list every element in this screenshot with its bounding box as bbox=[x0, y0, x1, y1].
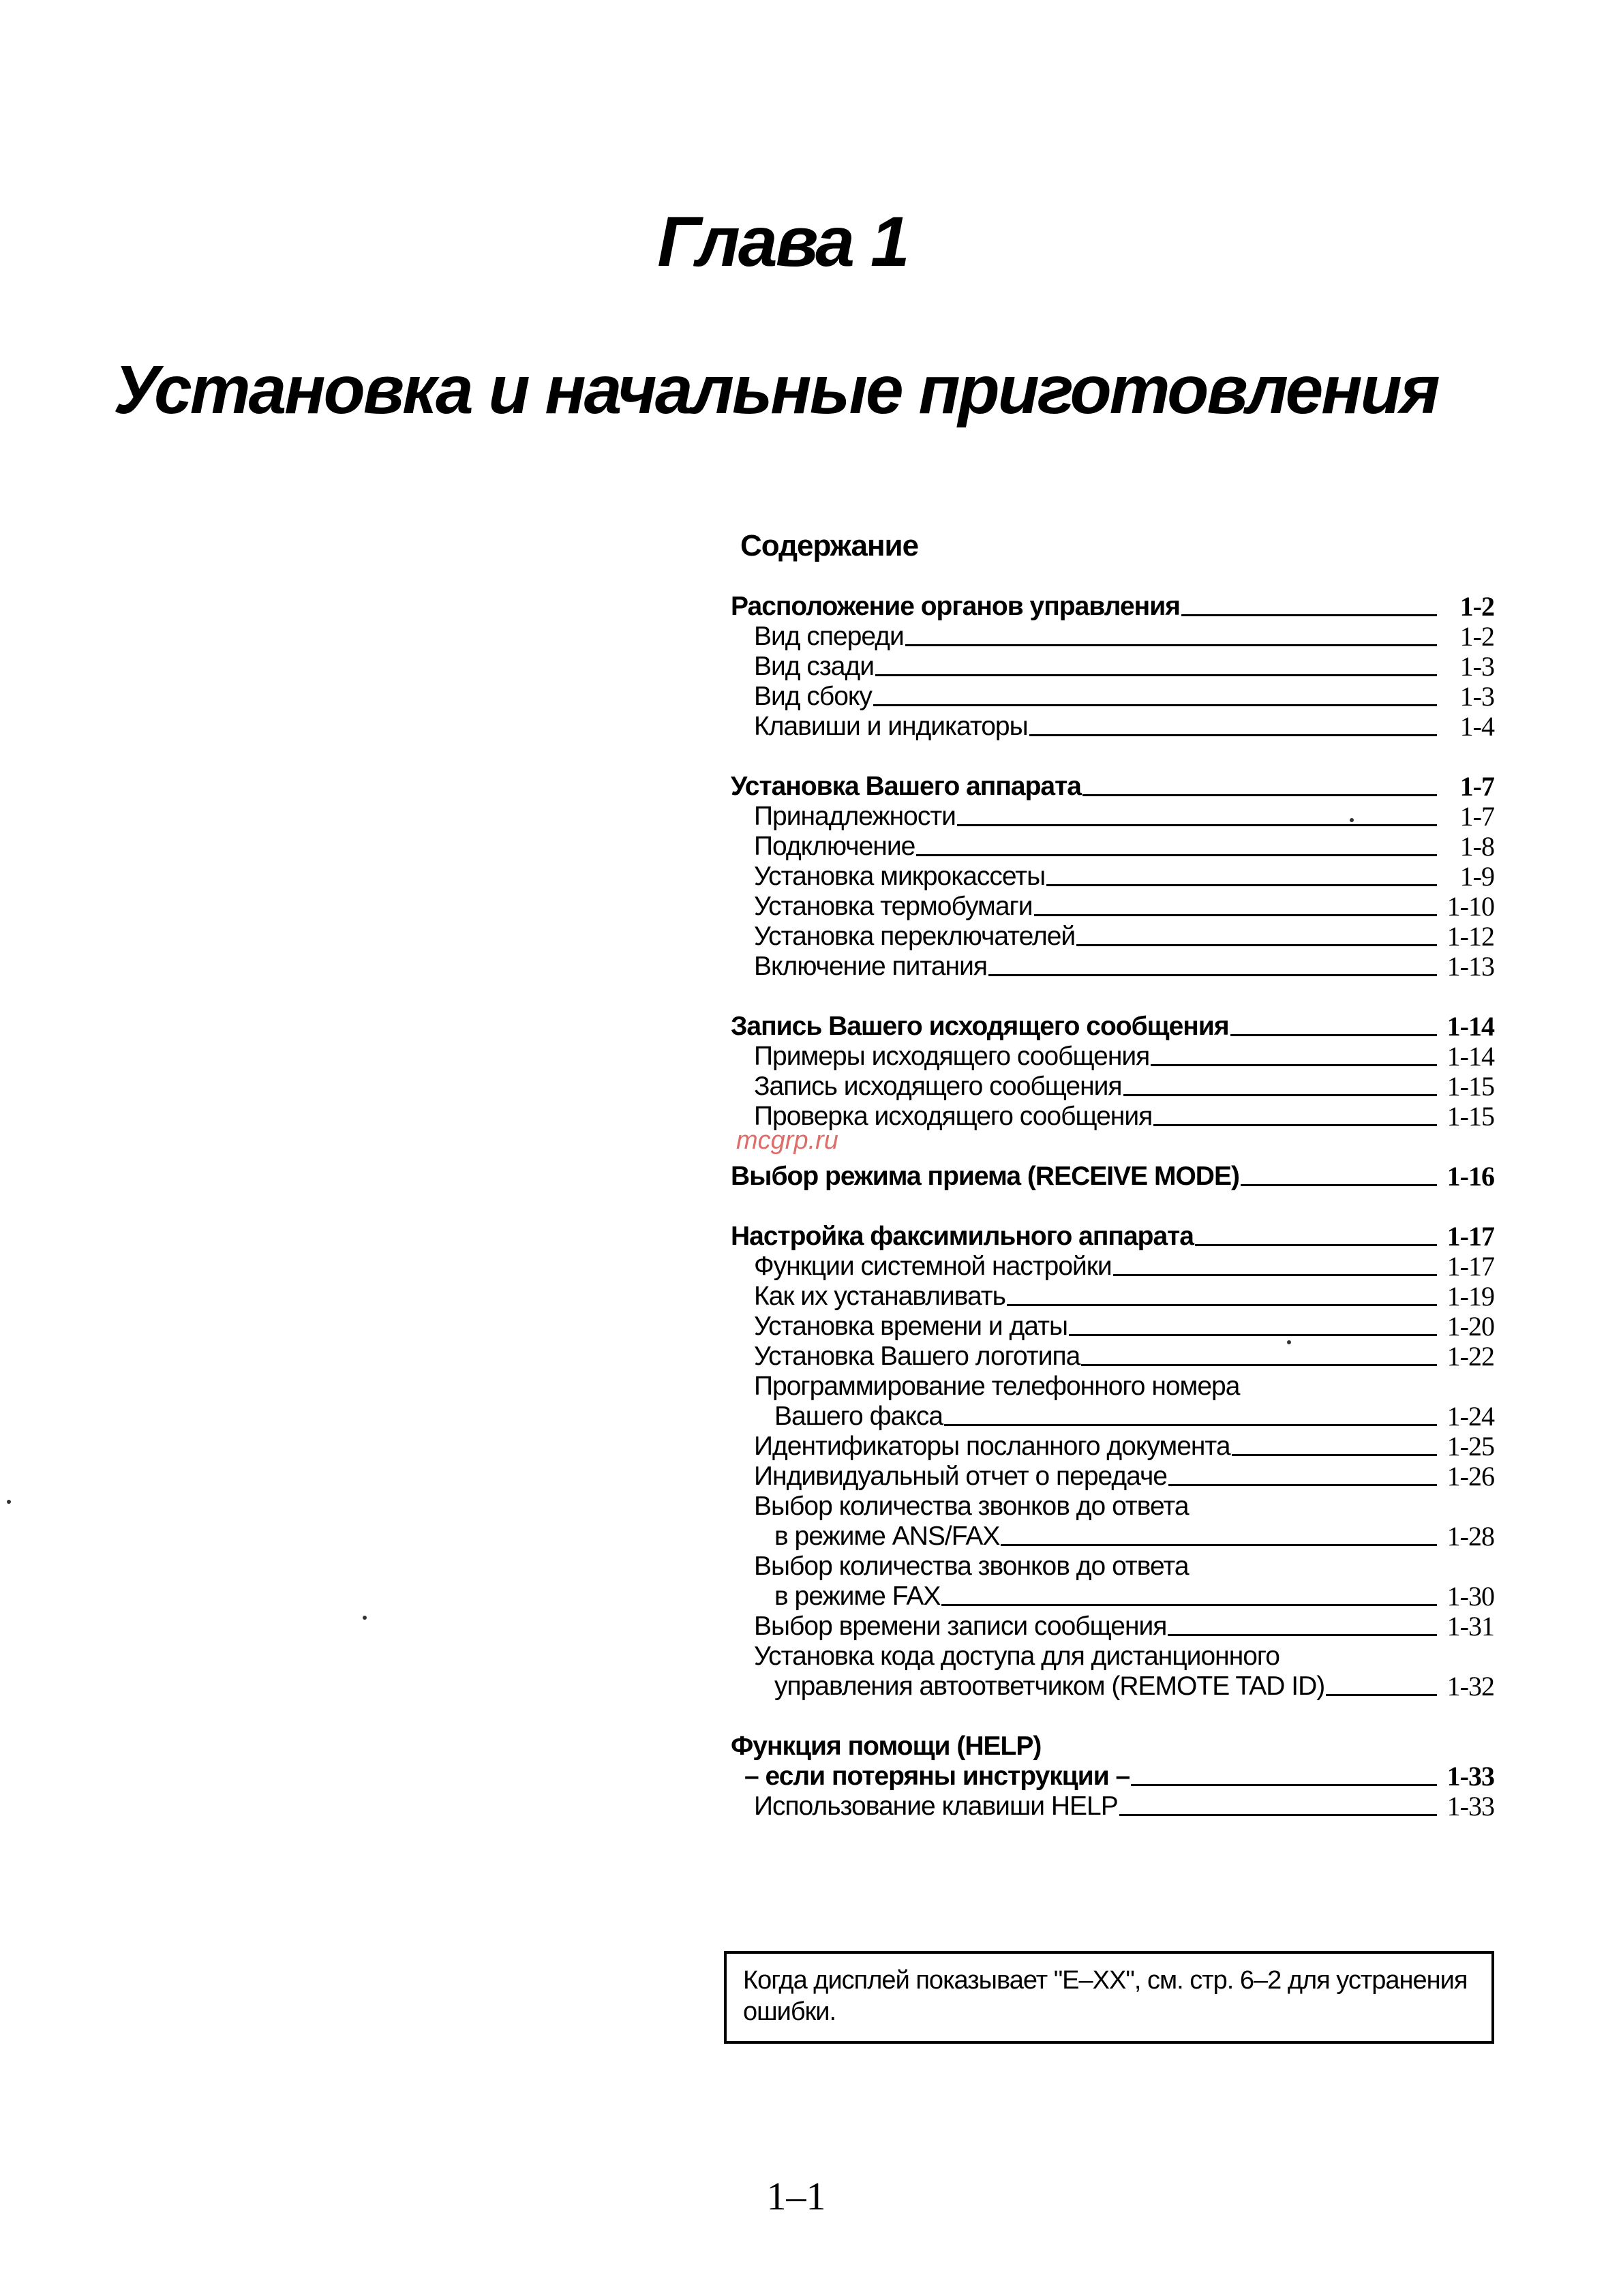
toc-entry-first-line: Программирование телефонного номера bbox=[754, 1372, 1240, 1401]
toc-section bbox=[731, 1222, 1494, 1702]
toc-leader bbox=[1153, 1124, 1437, 1126]
toc-entry-label: Подключение bbox=[754, 832, 915, 861]
toc-page-ref: 1-22 bbox=[1446, 1341, 1494, 1372]
error-note-text: Когда дисплей показывает "E–XX", см. стр. 6–2 для устранения ошибки. bbox=[743, 1966, 1468, 2026]
scan-speck bbox=[363, 1616, 367, 1620]
toc-leader bbox=[1151, 1064, 1437, 1066]
toc-entry[interactable] bbox=[731, 1072, 1494, 1102]
toc-page-ref: 1-26 bbox=[1446, 1461, 1494, 1492]
toc-entry-label: управления автоответчиком (REMOTE TAD ID) bbox=[774, 1672, 1325, 1701]
toc-entry-first-line: Выбор количества звонков до ответа bbox=[754, 1552, 1189, 1581]
toc-entry[interactable] bbox=[731, 652, 1494, 682]
toc-entry-label: в режиме ANS/FAX bbox=[774, 1522, 1000, 1551]
toc-leader bbox=[1046, 884, 1437, 886]
table-of-contents bbox=[731, 592, 1494, 1852]
toc-leader bbox=[1034, 914, 1437, 916]
toc-leader bbox=[1123, 1094, 1437, 1096]
contents-heading: Содержание bbox=[740, 529, 919, 562]
toc-heading-label: Запись Вашего исходящего сообщения bbox=[731, 1012, 1229, 1041]
scan-speck bbox=[7, 1500, 11, 1504]
toc-section bbox=[731, 1732, 1494, 1822]
toc-leader bbox=[941, 1604, 1437, 1606]
toc-entry-label: Вашего факса bbox=[774, 1402, 943, 1431]
toc-entry[interactable] bbox=[731, 1282, 1494, 1312]
toc-section bbox=[731, 1162, 1494, 1192]
page-number: 1–1 bbox=[766, 2174, 826, 2218]
toc-leader bbox=[957, 824, 1437, 826]
toc-entry[interactable] bbox=[731, 802, 1494, 832]
toc-entry-label: Установка Вашего логотипа bbox=[754, 1342, 1080, 1371]
toc-leader bbox=[1181, 614, 1437, 616]
toc-leader bbox=[1168, 1484, 1437, 1486]
toc-page-ref: 1-2 bbox=[1459, 591, 1494, 622]
toc-entry-label: Функции системной настройки bbox=[754, 1252, 1112, 1281]
toc-page-ref: 1-2 bbox=[1459, 621, 1494, 652]
toc-page-ref: 1-30 bbox=[1446, 1581, 1494, 1612]
toc-entry-label: Включение питания bbox=[754, 952, 987, 981]
toc-page-ref: 1-3 bbox=[1459, 651, 1494, 682]
toc-entry[interactable] bbox=[731, 1402, 1494, 1432]
toc-entry-label: Установка микрокассеты bbox=[754, 862, 1046, 891]
toc-leader bbox=[873, 704, 1437, 706]
toc-entry[interactable] bbox=[731, 1462, 1494, 1492]
watermark: mcgrp.ru bbox=[736, 1126, 838, 1155]
toc-heading-label: Выбор режима приема (RECEIVE MODE) bbox=[731, 1162, 1239, 1191]
toc-section-heading[interactable] bbox=[731, 592, 1494, 622]
toc-entry[interactable] bbox=[731, 892, 1494, 922]
toc-section-heading[interactable] bbox=[731, 1162, 1494, 1192]
chapter-title: Глава 1 bbox=[657, 202, 908, 282]
toc-heading-first-line: Функция помощи (HELP) bbox=[731, 1732, 1042, 1761]
toc-entry-label: Принадлежности bbox=[754, 802, 956, 831]
toc-heading-label: Настройка факсимильного аппарата bbox=[731, 1222, 1194, 1251]
toc-entry[interactable] bbox=[731, 1312, 1494, 1342]
toc-entry-label: Как их устанавливать bbox=[754, 1282, 1005, 1311]
toc-section-heading[interactable] bbox=[731, 1012, 1494, 1042]
scan-speck bbox=[1350, 818, 1354, 822]
toc-leader bbox=[916, 854, 1437, 856]
toc-entry[interactable] bbox=[731, 1432, 1494, 1462]
toc-page-ref: 1-7 bbox=[1459, 771, 1494, 802]
toc-page-ref: 1-19 bbox=[1446, 1281, 1494, 1312]
toc-entry-label: Идентификаторы посланного документа bbox=[754, 1432, 1230, 1461]
toc-section-heading[interactable] bbox=[731, 1762, 1494, 1792]
toc-page-ref: 1-28 bbox=[1446, 1521, 1494, 1552]
toc-leader bbox=[944, 1424, 1437, 1426]
toc-entry[interactable] bbox=[731, 1102, 1494, 1132]
toc-entry[interactable] bbox=[731, 1792, 1494, 1822]
toc-leader bbox=[1069, 1334, 1437, 1336]
toc-entry[interactable] bbox=[731, 1582, 1494, 1612]
toc-entry-label: Выбор времени записи сообщения bbox=[754, 1612, 1167, 1641]
toc-section bbox=[731, 592, 1494, 742]
toc-page-ref: 1-33 bbox=[1446, 1791, 1494, 1822]
toc-page-ref: 1-33 bbox=[1446, 1761, 1494, 1792]
toc-entry-label: в режиме FAX bbox=[774, 1582, 941, 1611]
toc-entry[interactable] bbox=[731, 952, 1494, 982]
toc-leader bbox=[1326, 1694, 1437, 1696]
toc-entry[interactable] bbox=[731, 1042, 1494, 1072]
toc-page-ref: 1-4 bbox=[1459, 711, 1494, 742]
toc-leader bbox=[1007, 1304, 1437, 1306]
toc-entry[interactable] bbox=[731, 1252, 1494, 1282]
toc-leader bbox=[988, 974, 1437, 976]
toc-leader bbox=[1241, 1184, 1437, 1186]
toc-entry-label: Примеры исходящего сообщения bbox=[754, 1042, 1150, 1071]
toc-section-heading[interactable] bbox=[731, 1222, 1494, 1252]
toc-page-ref: 1-31 bbox=[1446, 1611, 1494, 1642]
page-title: Установка и начальные приготовления bbox=[113, 352, 1438, 428]
toc-section-heading[interactable] bbox=[731, 772, 1494, 802]
toc-heading-label: – если потеряны инструкции – bbox=[744, 1762, 1130, 1791]
toc-page-ref: 1-15 bbox=[1446, 1071, 1494, 1102]
toc-leader bbox=[1168, 1634, 1437, 1636]
toc-page-ref: 1-13 bbox=[1446, 951, 1494, 982]
toc-page-ref: 1-17 bbox=[1446, 1251, 1494, 1282]
toc-entry-label: Вид сбоку bbox=[754, 682, 872, 711]
toc-entry[interactable] bbox=[731, 1342, 1494, 1372]
toc-entry[interactable] bbox=[731, 832, 1494, 862]
toc-entry-label: Проверка исходящего сообщения bbox=[754, 1102, 1153, 1131]
toc-entry[interactable] bbox=[731, 1672, 1494, 1702]
error-note-box bbox=[724, 1951, 1494, 2044]
toc-leader bbox=[1029, 734, 1437, 736]
toc-leader bbox=[875, 674, 1437, 676]
toc-leader bbox=[1230, 1034, 1437, 1036]
toc-entry-label: Вид спереди bbox=[754, 622, 904, 651]
toc-leader bbox=[905, 644, 1437, 646]
toc-page-ref: 1-8 bbox=[1459, 831, 1494, 862]
toc-page-ref: 1-3 bbox=[1459, 681, 1494, 712]
toc-page-ref: 1-7 bbox=[1459, 801, 1494, 832]
toc-section bbox=[731, 1012, 1494, 1132]
toc-leader bbox=[1076, 944, 1437, 946]
toc-page-ref: 1-16 bbox=[1446, 1161, 1494, 1192]
toc-entry-label: Установка термобумаги bbox=[754, 892, 1033, 921]
toc-entry-label: Клавиши и индикаторы bbox=[754, 712, 1028, 741]
toc-page-ref: 1-17 bbox=[1446, 1221, 1494, 1252]
toc-entry[interactable] bbox=[731, 682, 1494, 712]
toc-entry[interactable] bbox=[731, 712, 1494, 742]
toc-page-ref: 1-15 bbox=[1446, 1101, 1494, 1132]
toc-page-ref: 1-20 bbox=[1446, 1311, 1494, 1342]
toc-page-ref: 1-10 bbox=[1446, 891, 1494, 922]
toc-page-ref: 1-9 bbox=[1459, 861, 1494, 892]
toc-entry-label: Установка времени и даты bbox=[754, 1312, 1068, 1341]
toc-page-ref: 1-24 bbox=[1446, 1401, 1494, 1432]
toc-leader bbox=[1131, 1784, 1437, 1786]
toc-entry-first-line: Установка кода доступа для дистанционного bbox=[754, 1642, 1279, 1671]
toc-leader bbox=[1113, 1274, 1437, 1276]
toc-entry-label: Индивидуальный отчет о передаче bbox=[754, 1462, 1167, 1491]
toc-page-ref: 1-25 bbox=[1446, 1431, 1494, 1462]
toc-leader bbox=[1232, 1454, 1437, 1456]
toc-leader bbox=[1001, 1544, 1437, 1546]
toc-entry-label: Установка переключателей bbox=[754, 922, 1076, 951]
toc-entry-label: Использование клавиши HELP bbox=[754, 1792, 1118, 1821]
toc-page-ref: 1-14 bbox=[1446, 1041, 1494, 1072]
toc-entry-first-line: Выбор количества звонков до ответа bbox=[754, 1492, 1189, 1521]
toc-leader bbox=[1081, 1364, 1437, 1366]
toc-entry[interactable] bbox=[731, 1612, 1494, 1642]
toc-entry[interactable] bbox=[731, 1522, 1494, 1552]
toc-leader bbox=[1082, 794, 1437, 796]
toc-leader bbox=[1119, 1814, 1437, 1816]
toc-entry-label: Вид сзади bbox=[754, 652, 875, 681]
toc-leader bbox=[1195, 1244, 1437, 1246]
toc-section bbox=[731, 772, 1494, 982]
scan-speck bbox=[1287, 1340, 1291, 1344]
toc-entry-label: Запись исходящего сообщения bbox=[754, 1072, 1122, 1101]
toc-heading-label: Расположение органов управления bbox=[731, 592, 1180, 621]
toc-entry[interactable] bbox=[731, 622, 1494, 652]
toc-heading-label: Установка Вашего аппарата bbox=[731, 772, 1081, 801]
toc-page-ref: 1-12 bbox=[1446, 921, 1494, 952]
toc-page-ref: 1-14 bbox=[1446, 1011, 1494, 1042]
toc-page-ref: 1-32 bbox=[1446, 1671, 1494, 1702]
toc-entry[interactable] bbox=[731, 922, 1494, 952]
toc-entry[interactable] bbox=[731, 862, 1494, 892]
